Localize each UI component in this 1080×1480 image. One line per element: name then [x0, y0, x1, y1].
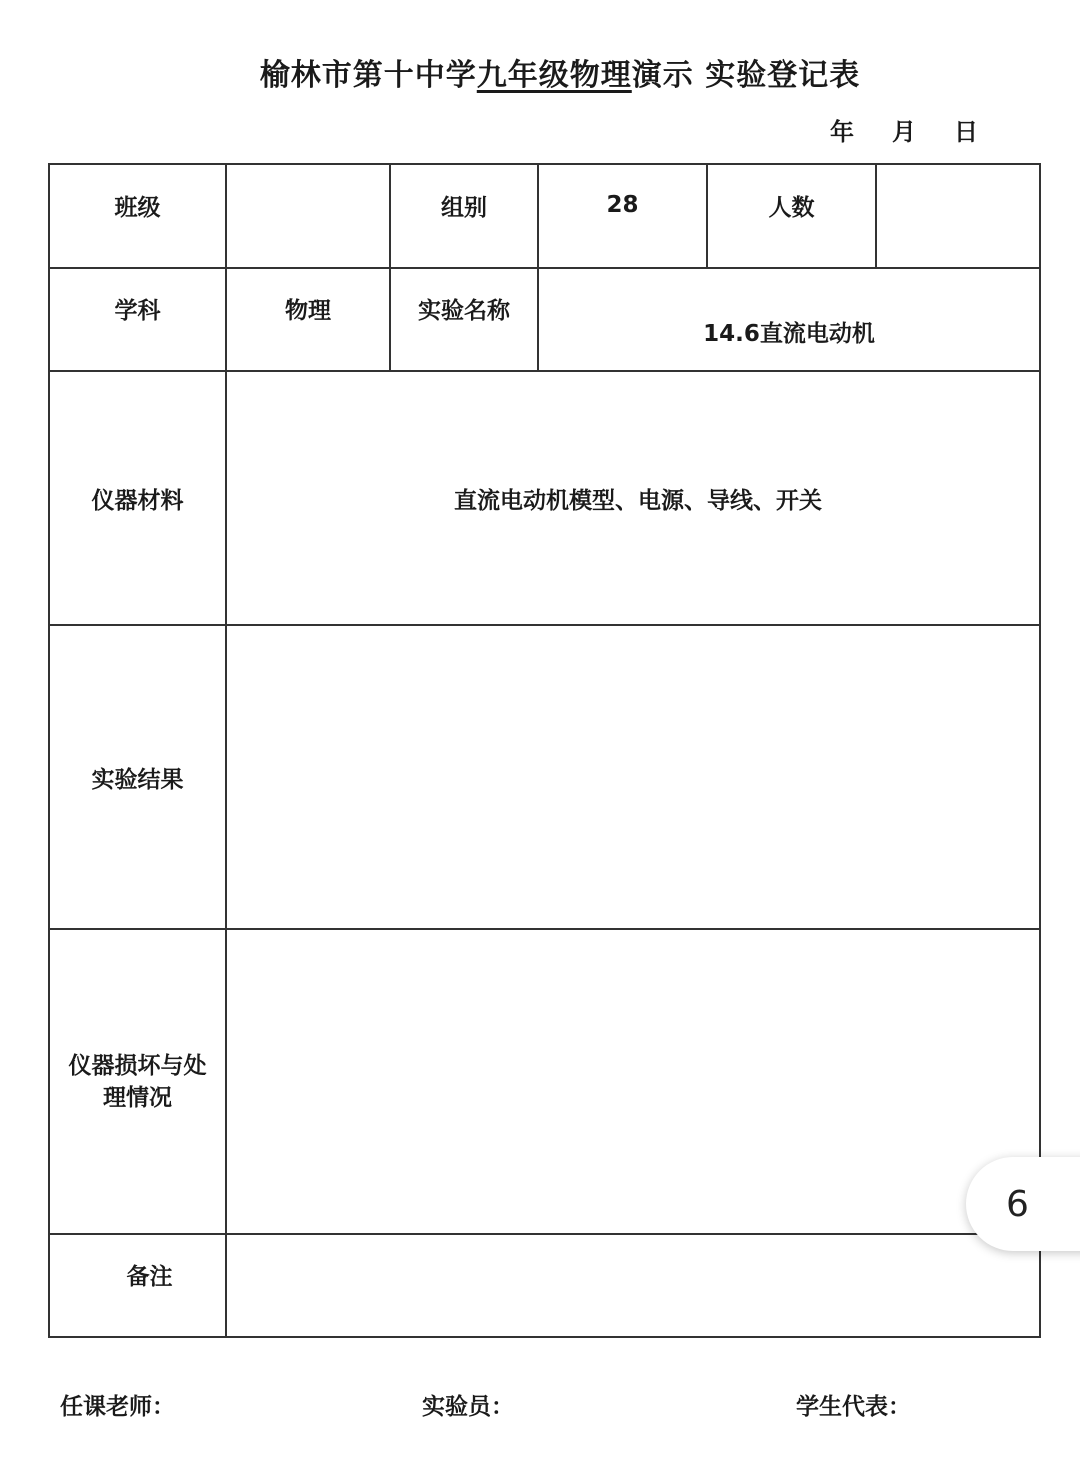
- equipment-label: 仪器材料: [49, 371, 226, 625]
- group-label: 组别: [390, 164, 538, 268]
- equipment-value[interactable]: 直流电动机模型、电源、导线、开关: [226, 371, 1040, 625]
- experiment-name-label: 实验名称: [390, 268, 538, 371]
- damage-label-line2: 理情况: [103, 1084, 172, 1111]
- damage-label: [49, 929, 226, 1234]
- remarks-value[interactable]: [226, 1234, 1040, 1337]
- title-grade-subject: 九年级物理: [476, 58, 632, 93]
- group-value[interactable]: 28: [538, 164, 707, 268]
- page-indicator[interactable]: [966, 1157, 1080, 1251]
- class-label: 班级: [49, 164, 226, 268]
- date-line: [830, 112, 1016, 147]
- row-equipment: [49, 371, 1040, 625]
- date-year: 年: [830, 118, 854, 146]
- row-result: [49, 625, 1040, 929]
- count-value[interactable]: [876, 164, 1040, 268]
- form-title: [0, 50, 1080, 94]
- class-value[interactable]: [226, 164, 390, 268]
- student-rep-signature: 学生代表：: [796, 1394, 911, 1420]
- remarks-label: 备注: [49, 1234, 226, 1337]
- damage-value[interactable]: [226, 929, 1040, 1234]
- lab-staff-signature: 实验员：: [422, 1394, 514, 1420]
- row-class: [49, 164, 1040, 268]
- title-form-name: 演示 实验登记表: [631, 58, 861, 93]
- damage-label-line1: 仪器损坏与处: [68, 1052, 207, 1079]
- result-value[interactable]: [226, 625, 1040, 929]
- row-remarks: [49, 1234, 1040, 1337]
- registration-table: [48, 163, 1041, 1338]
- subject-label: 学科: [49, 268, 226, 371]
- page-number: 6: [1006, 1183, 1029, 1225]
- experiment-name-value[interactable]: 14.6直流电动机: [538, 268, 1040, 371]
- teacher-signature: 任课老师：: [60, 1394, 175, 1420]
- date-month: 月: [892, 118, 916, 146]
- subject-value[interactable]: 物理: [226, 268, 390, 371]
- row-damage: [49, 929, 1040, 1234]
- row-subject: [49, 268, 1040, 371]
- date-day: 日: [954, 118, 978, 146]
- count-label: 人数: [707, 164, 876, 268]
- result-label: 实验结果: [49, 625, 226, 929]
- title-school: 榆林市第十中学: [259, 58, 477, 93]
